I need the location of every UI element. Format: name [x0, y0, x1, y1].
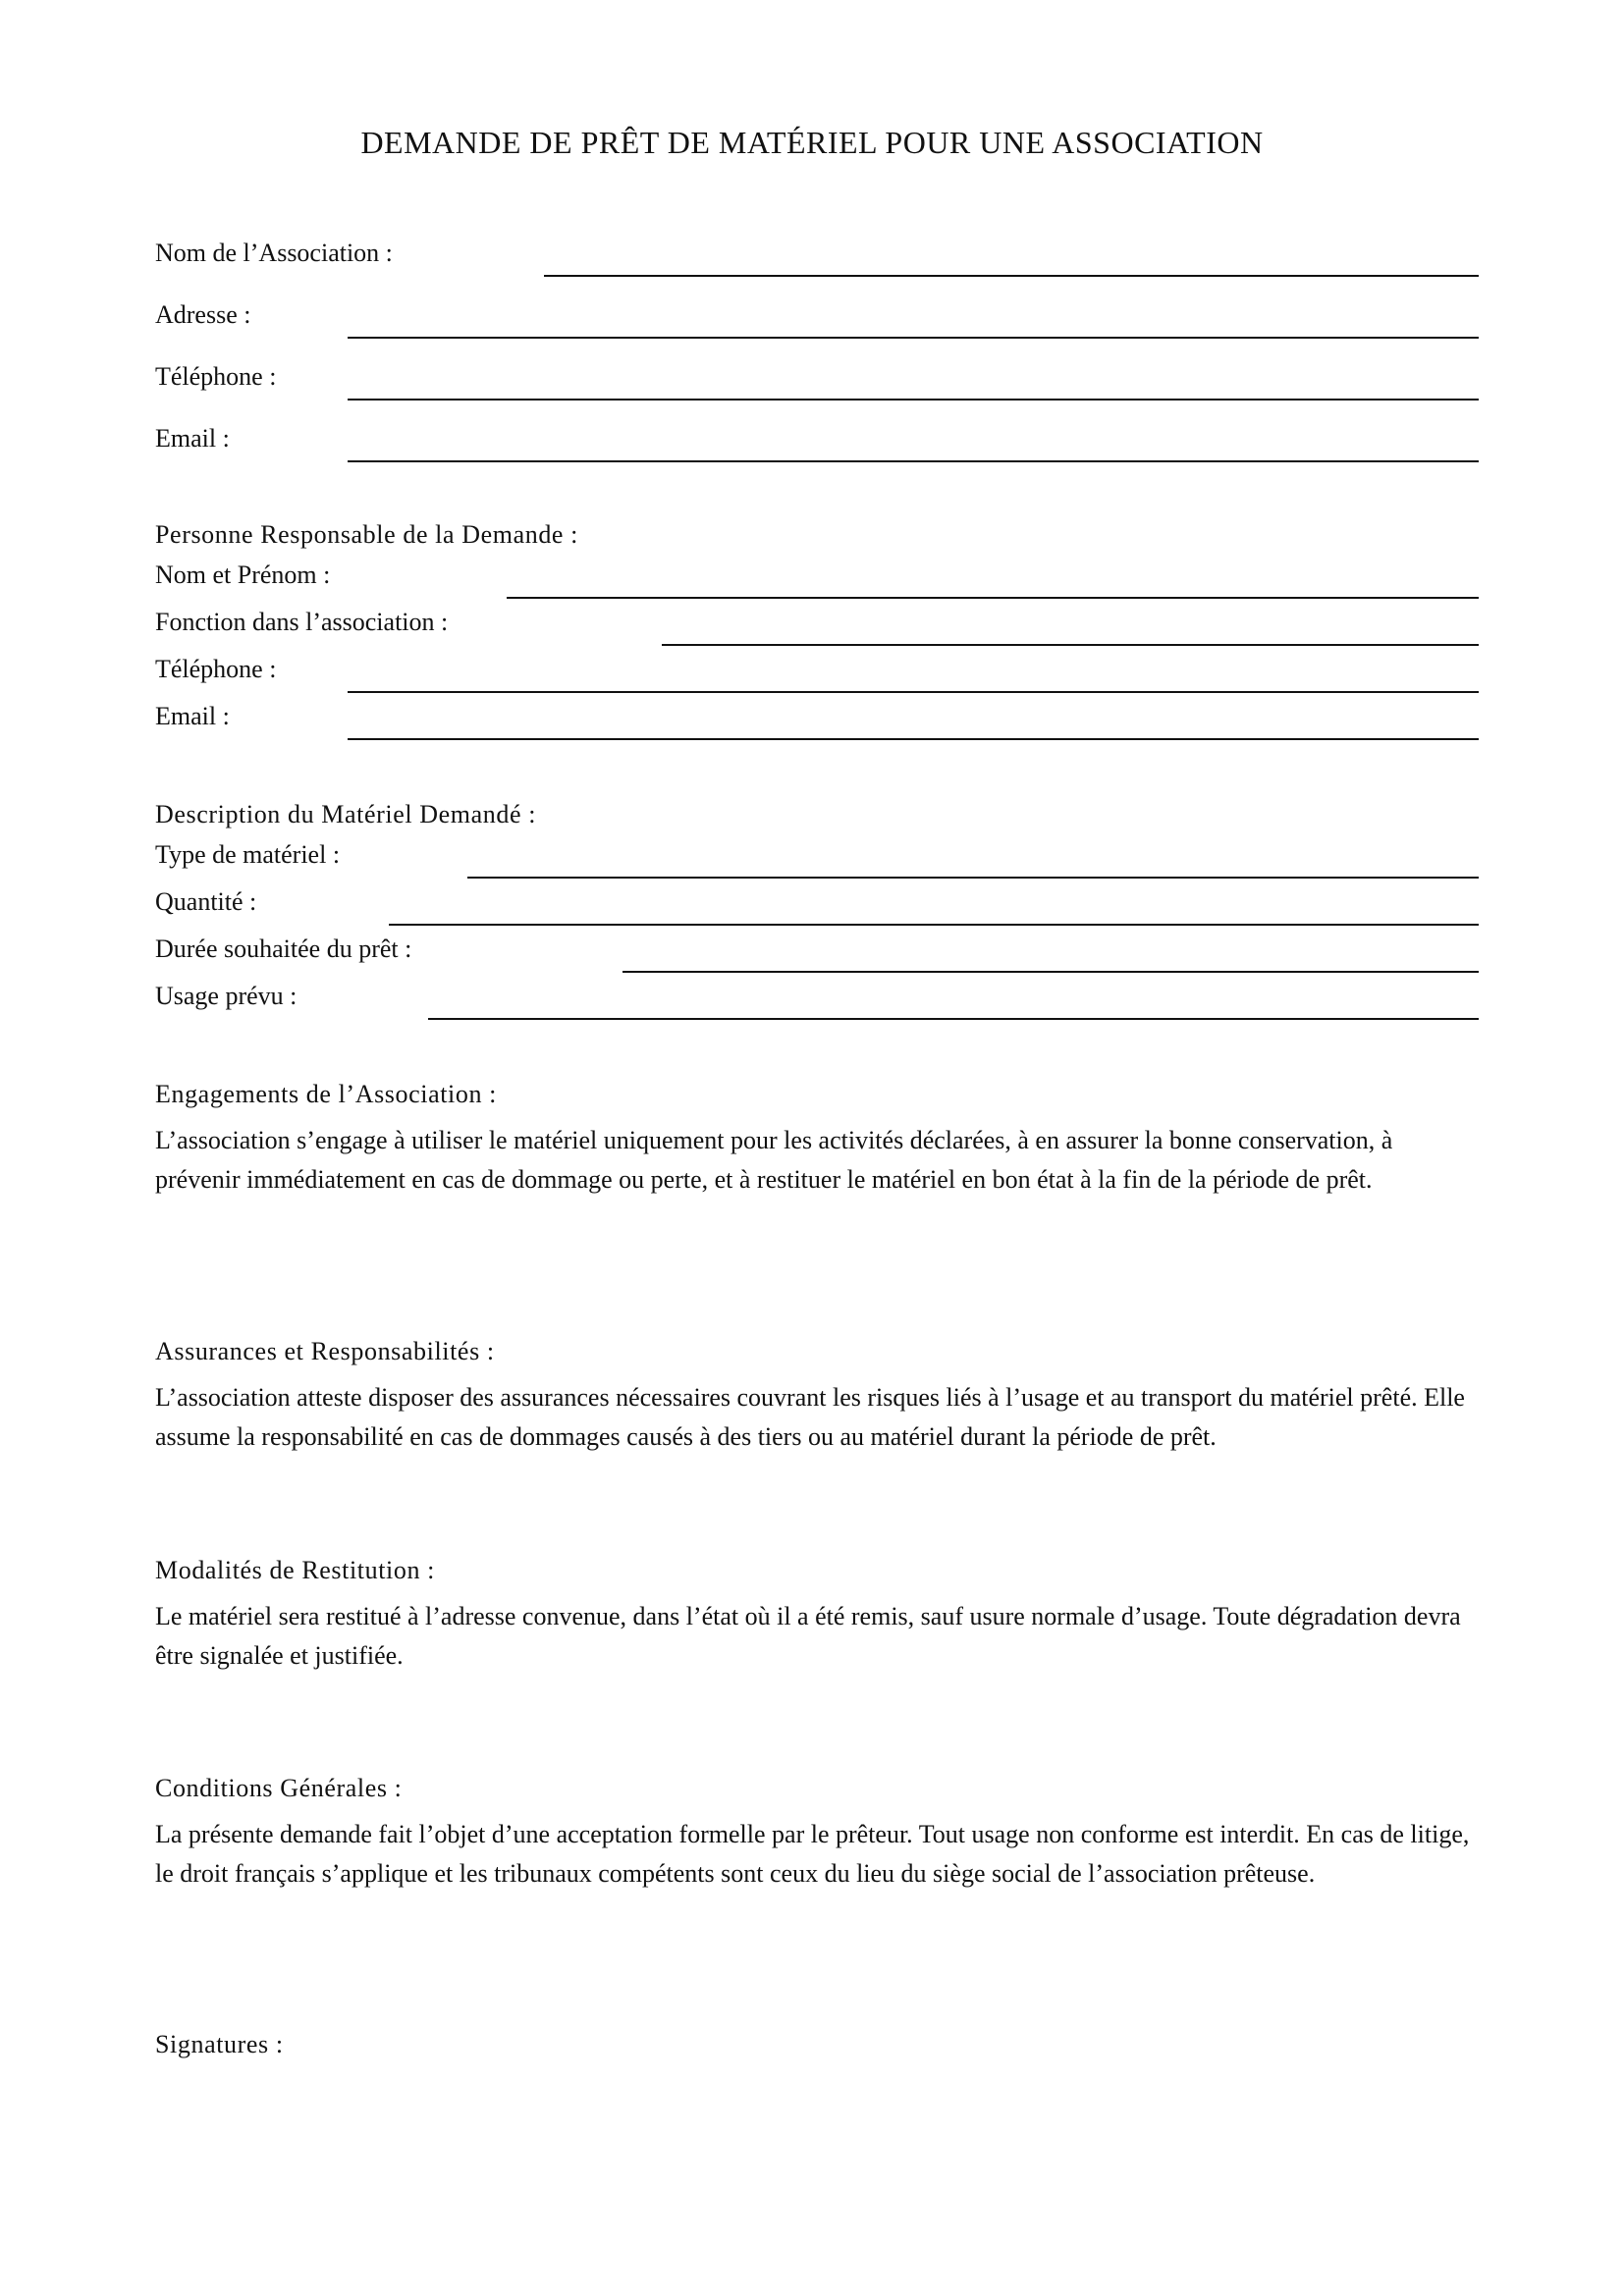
- equipment-duration-row: [155, 930, 1479, 973]
- commitments-heading: Engagements de l’Association :: [155, 1080, 497, 1108]
- responsible-name-field[interactable]: [507, 597, 1479, 599]
- responsible-phone-row: [155, 650, 1479, 693]
- responsible-function-field[interactable]: [662, 644, 1479, 646]
- responsible-email-field[interactable]: [348, 738, 1479, 740]
- responsible-function-label: Fonction dans l’association :: [155, 608, 449, 636]
- responsible-name-label: Nom et Prénom :: [155, 561, 331, 589]
- responsible-phone-field[interactable]: [348, 691, 1479, 693]
- association-name-field[interactable]: [544, 275, 1479, 277]
- equipment-usage-label: Usage prévu :: [155, 982, 298, 1010]
- association-phone-row: [155, 357, 1479, 400]
- association-address-field[interactable]: [348, 337, 1479, 339]
- association-phone-field[interactable]: [348, 399, 1479, 400]
- association-address-row: [155, 295, 1479, 339]
- return-terms-heading: Modalités de Restitution :: [155, 1556, 435, 1584]
- general-conditions-text: La présente demande fait l’objet d’une acceptation formelle par le prêteur. Tout usage non conforme est interdit. En cas de litige, le droit français s’applique et les tribunaux compétents sont ceux du lieu du siège social de l’association prêteuse.: [155, 1820, 1470, 1888]
- equipment-type-label: Type de matériel :: [155, 840, 341, 869]
- association-email-label: Email :: [155, 424, 230, 453]
- equipment-type-field[interactable]: [467, 877, 1479, 879]
- equipment-duration-label: Durée souhaitée du prêt :: [155, 934, 412, 963]
- association-address-label: Adresse :: [155, 300, 251, 329]
- equipment-quantity-row: [155, 882, 1479, 926]
- equipment-quantity-label: Quantité :: [155, 887, 257, 916]
- return-terms-text: Le matériel sera restitué à l’adresse convenue, dans l’état où il a été remis, sauf usure normale d’usage. Toute dégradation devra être signalée et justifiée.: [155, 1602, 1461, 1670]
- association-name-row: [155, 234, 1479, 277]
- commitments-text: L’association s’engage à utiliser le matériel uniquement pour les activités déclarées, à en assurer la bonne conservation, à prévenir immédiatement en cas de dommage ou perte, et à restituer le matériel en bon état à la fin de la période de prêt.: [155, 1126, 1393, 1194]
- equipment-usage-field[interactable]: [428, 1018, 1479, 1020]
- association-email-row: [155, 419, 1479, 462]
- insurance-heading: Assurances et Responsabilités :: [155, 1337, 495, 1365]
- equipment-usage-row: [155, 977, 1479, 1020]
- equipment-quantity-field[interactable]: [389, 924, 1479, 926]
- association-email-field[interactable]: [348, 460, 1479, 462]
- insurance-text: L’association atteste disposer des assurances nécessaires couvrant les risques liés à l’usage et au transport du matériel prêté. Elle assume la responsabilité en cas de dommages causés à des tiers ou au matériel durant la période de prêt.: [155, 1383, 1465, 1451]
- responsible-phone-label: Téléphone :: [155, 655, 277, 683]
- signatures-heading: Signatures :: [155, 2030, 284, 2058]
- responsible-email-row: [155, 697, 1479, 740]
- responsible-function-row: [155, 603, 1479, 646]
- equipment-duration-field[interactable]: [623, 971, 1479, 973]
- equipment-heading: Description du Matériel Demandé :: [155, 800, 537, 828]
- general-conditions-heading: Conditions Générales :: [155, 1774, 403, 1802]
- association-phone-label: Téléphone :: [155, 362, 277, 391]
- document-title: DEMANDE DE PRÊT DE MATÉRIEL POUR UNE ASSOCIATION: [360, 125, 1264, 160]
- responsible-name-row: [155, 556, 1479, 599]
- association-name-label: Nom de l’Association :: [155, 239, 393, 267]
- equipment-type-row: [155, 835, 1479, 879]
- responsible-heading: Personne Responsable de la Demande :: [155, 520, 578, 549]
- responsible-email-label: Email :: [155, 702, 230, 730]
